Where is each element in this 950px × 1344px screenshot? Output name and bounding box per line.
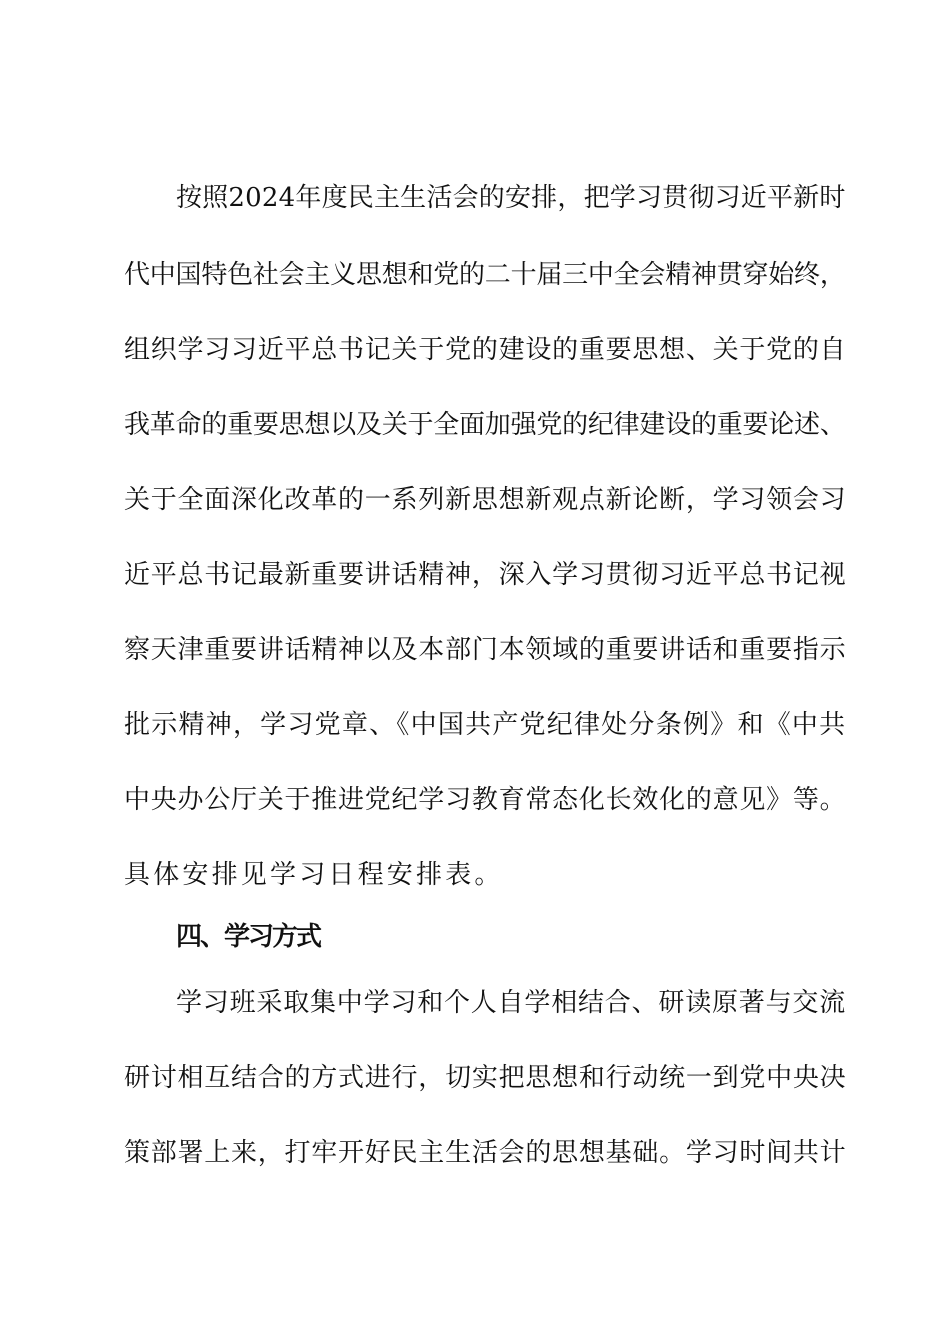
paragraph-1-line-4: 我革命的重要思想以及关于全面加强党的纪律建设的重要论述、 [124,410,846,440]
paragraph-1-line-7: 察天津重要讲话精神以及本部门本领域的重要讲话和重要指示 [124,635,847,665]
paragraph-1-line-10: 具体安排见学习日程安排表。 [124,860,504,890]
paragraph-2-line-1: 学习班采取集中学习和个人自学相结合、研读原著与交流 [176,988,847,1018]
section-heading: 四、学习方式 [176,922,321,952]
paragraph-1-line-9: 中央办公厅关于推进党纪学习教育常态化长效化的意见》等。 [124,785,847,815]
paragraph-2-line-3: 策部署上来，打牢开好民主生活会的思想基础。学习时间共计 [124,1138,847,1168]
paragraph-1-line-3: 组织学习习近平总书记关于党的建设的重要思想、关于党的自 [124,335,847,365]
paragraph-2-line-2: 研讨相互结合的方式进行，切实把思想和行动统一到党中央决 [124,1063,847,1093]
paragraph-1-line-5: 关于全面深化改革的一系列新思想新观点新论断，学习领会习 [124,485,847,515]
paragraph-1-line-8: 批示精神，学习党章、《中国共产党纪律处分条例》和《中共 [124,710,847,740]
paragraph-1-line-2: 代中国特色社会主义思想和党的二十届三中全会精神贯穿始终， [124,260,846,290]
paragraph-1-line-1: 按照2024年度民主生活会的安排，把学习贯彻习近平新时 [176,183,846,213]
paragraph-1-line-6: 近平总书记最新重要讲话精神，深入学习贯彻习近平总书记视 [124,560,847,590]
